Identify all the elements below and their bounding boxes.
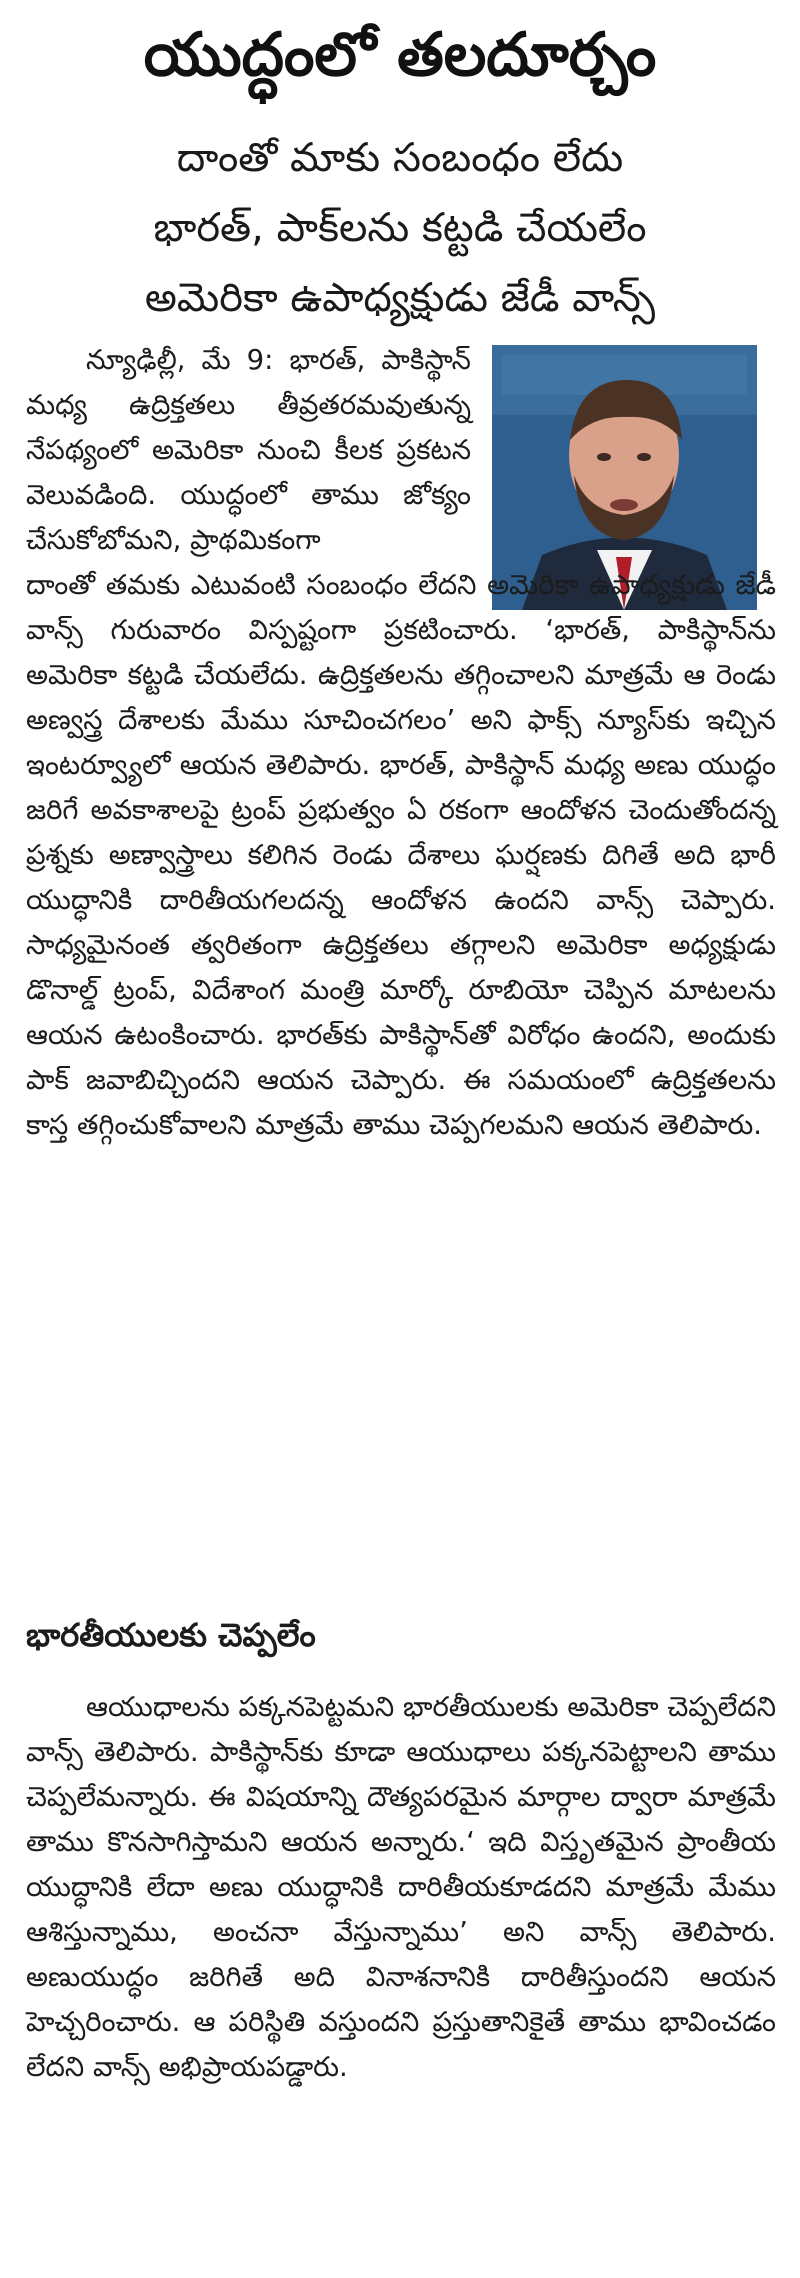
article-body: దాంతో తమకు ఎటువంటి సంబంధం లేదని అమెరికా ఉపాధ్యక్షుడు జేడీ వాన్స్ గురువారం విస్పష్టంగా ప్రకటించారు. ‘భారత్, పాకిస్థాన్‌ను అమెరికా కట్టడి చేయలేదు. ఉద్రిక్తతలను తగ్గించాలని మాత్రమే ఆ రెండు అణ్వస్త్ర దేశాలకు మేము సూచించగలం’ అని ఫాక్స్ న్యూస్‌కు ఇచ్చిన ఇంటర్వ్యూలో ఆయన తెలిపారు. భారత్, పాకిస్థాన్ మధ్య అణు యుద్ధం జరిగే అవకాశాలపై ట్రంప్ ప్రభుత్వం ఏ రకంగా ఆందోళన చెందుతోందన్న ప్రశ్నకు అణ్వాస్త్రాలు కలిగిన రెండు దేశాలు ఘర్షణకు దిగితే అది భారీ యుద్ధానికి దారితీయగలదన్న ఆందోళన ఉందని వాన్స్ చెప్పారు. సాధ్యమైనంత త్వరితంగా ఉద్రిక్తతలు తగ్గాలని అమెరికా అధ్యక్షుడు డొనాల్డ్ ట్రంప్, విదేశాంగ మంత్రి మార్కో రూబియో చెప్పిన మాటలను ఆయన ఉటంకించారు. భారత్‌కు పాకిస్థాన్‌తో విరోధం ఉందని, అందుకు పాక్ జవాబిచ్చిందని ఆయన చెప్పారు. ఈ సమయంలో ఉద్రిక్తతలను కాస్త తగ్గించుకోవాలని మాత్రమే తాము చెప్పగలమని ఆయన తెలిపారు. — [26, 569, 776, 1141]
subhead-block — [0, 130, 800, 340]
section-body: ఆయుధాలను పక్కనపెట్టమని భారతీయులకు అమెరికా చెప్పలేదని వాన్స్ తెలిపారు. పాకిస్థాన్‌కు కూడా ఆయుధాలు పక్కనపెట్టాలని తాము చెప్పలేమన్నారు. ఈ విషయాన్ని దౌత్యపరమైన మార్గాల ద్వారా మాత్రమే తాము కొనసాగిస్తామని ఆయన అన్నారు.‘ ఇది విస్తృతమైన ప్రాంతీయ యుద్ధానికి లేదా అణు యుద్ధానికి దారితీయకూడదని మాత్రమే మేము ఆశిస్తున్నాము, అంచనా వేస్తున్నాము’ అని వాన్స్ తెలిపారు. అణుయుద్ధం జరిగితే అది వినాశనానికి దారితీస్తుందని ఆయన హెచ్చరించారు. ఆ పరిస్థితి వస్తుందని ప్రస్తుతానికైతే తాము భావించడం లేదని వాన్స్ అభిప్రాయపడ్డారు. — [26, 1691, 776, 2083]
article-top — [26, 338, 776, 1148]
article-intro: న్యూఢిల్లీ, మే 9: భారత్, పాకిస్థాన్ మధ్య ఉద్రిక్తతలు తీవ్రతరమవుతున్న నేపథ్యంలో అమెరికా నుంచి కీలక ప్రకటన వెలువడింది. యుద్ధంలో తాము జోక్యం చేసుకోబోమని, ప్రాథమికంగా — [26, 344, 471, 556]
subhead-2: భారత్, పాక్‌లను కట్టడి చేయలేం — [153, 205, 647, 251]
subhead-1: దాంతో మాకు సంబంధం లేదు — [176, 135, 624, 181]
subhead-3: అమెరికా ఉపాధ్యక్షుడు జేడీ వాన్స్ — [144, 275, 656, 321]
article-bottom — [26, 1685, 776, 2090]
headline: యుద్ధంలో తలదూర్చం — [143, 20, 657, 90]
section-heading: భారతీయులకు చెప్పలేం — [26, 1616, 316, 1654]
